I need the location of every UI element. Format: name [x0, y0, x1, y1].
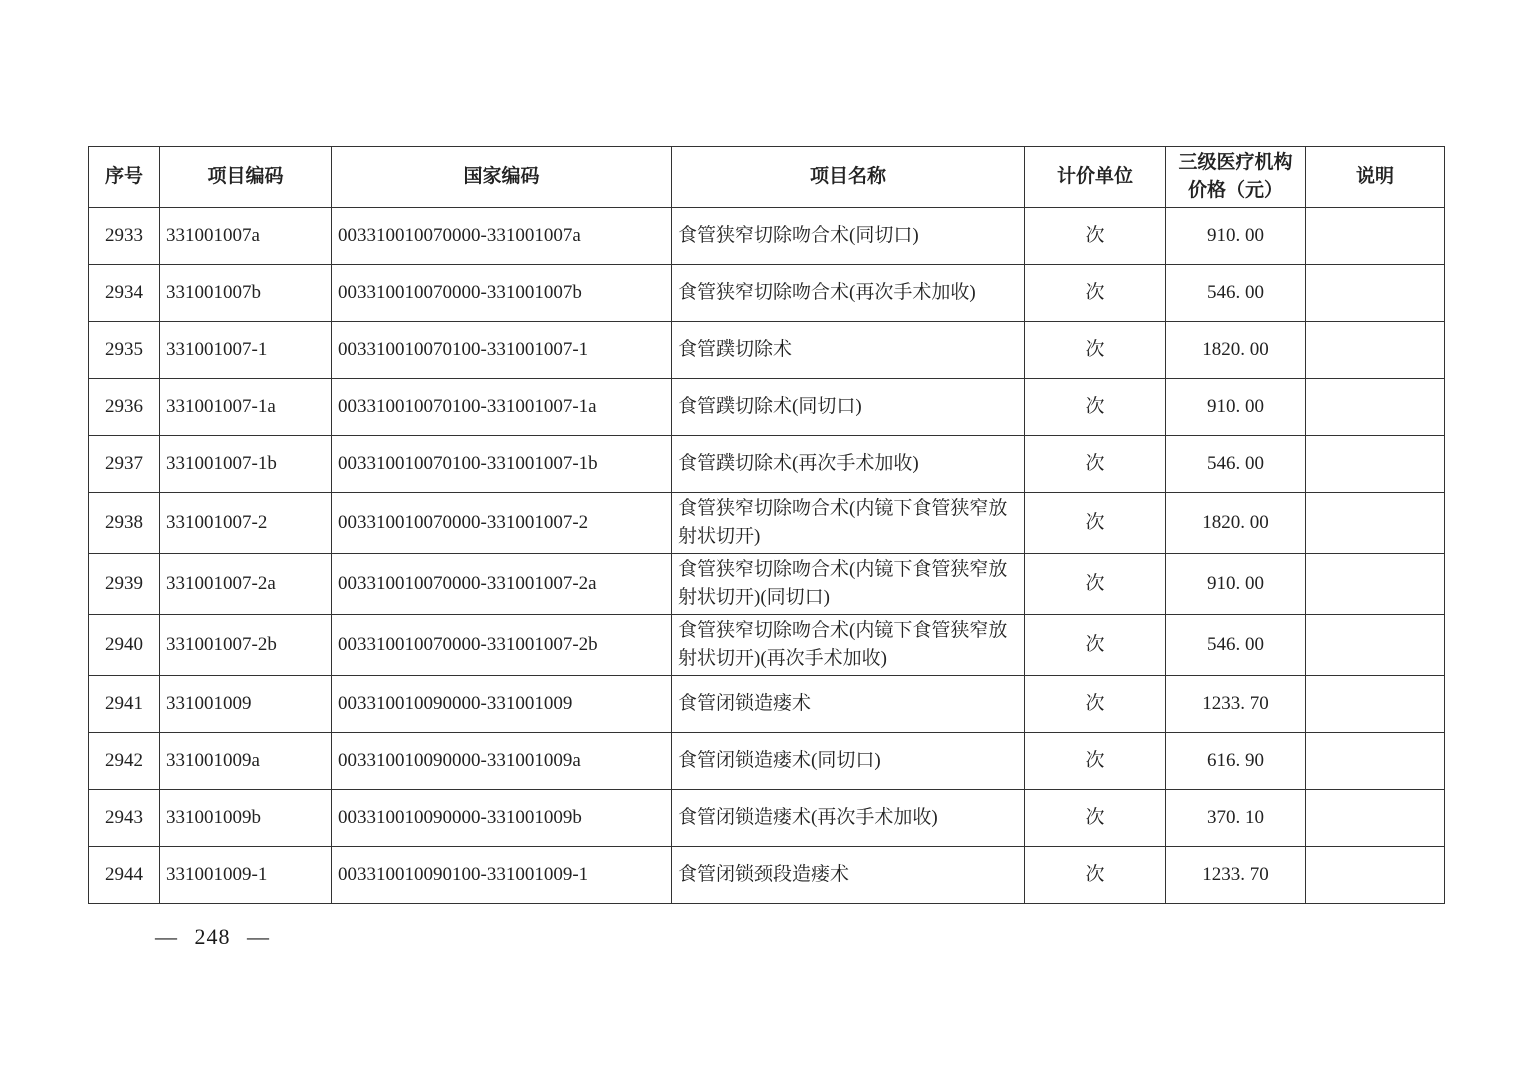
cell-price: 546. 00: [1166, 265, 1306, 322]
cell-seq: 2934: [89, 265, 160, 322]
cell-seq: 2935: [89, 322, 160, 379]
cell-seq: 2941: [89, 676, 160, 733]
cell-national-code: 003310010070000-331001007a: [332, 208, 672, 265]
cell-seq: 2936: [89, 379, 160, 436]
table-row: [89, 847, 1445, 904]
cell-note: [1306, 554, 1445, 615]
cell-item-code: 331001007-2b: [160, 615, 332, 676]
header-unit: 计价单位: [1025, 147, 1166, 208]
cell-seq: 2942: [89, 733, 160, 790]
cell-item-code: 331001007-1a: [160, 379, 332, 436]
cell-unit: 次: [1025, 733, 1166, 790]
cell-note: [1306, 676, 1445, 733]
page-number: — 248 —: [155, 924, 270, 949]
cell-national-code: 003310010090000-331001009a: [332, 733, 672, 790]
table-row: [89, 436, 1445, 493]
cell-national-code: 003310010070100-331001007-1: [332, 322, 672, 379]
cell-unit: 次: [1025, 676, 1166, 733]
cell-seq: 2944: [89, 847, 160, 904]
cell-item-name: 食管狭窄切除吻合术(同切口): [672, 208, 1025, 265]
cell-note: [1306, 615, 1445, 676]
cell-note: [1306, 379, 1445, 436]
cell-unit: 次: [1025, 436, 1166, 493]
header-tier3-price: [1166, 147, 1306, 208]
header-tier3-price-line2: 价格（元）: [1187, 180, 1283, 201]
cell-seq: 2939: [89, 554, 160, 615]
cell-item-code: 331001009a: [160, 733, 332, 790]
table-body: [89, 208, 1445, 904]
price-table-container: [88, 146, 1444, 904]
cell-note: [1306, 493, 1445, 554]
cell-note: [1306, 322, 1445, 379]
cell-seq: 2940: [89, 615, 160, 676]
cell-unit: 次: [1025, 847, 1166, 904]
cell-note: [1306, 790, 1445, 847]
cell-national-code: 003310010070000-331001007-2a: [332, 554, 672, 615]
cell-item-name: 食管闭锁颈段造瘘术: [672, 847, 1025, 904]
header-note: 说明: [1306, 147, 1445, 208]
header-seq: 序号: [89, 147, 160, 208]
table-row: [89, 554, 1445, 615]
cell-item-name: 食管蹼切除术(再次手术加收): [672, 436, 1025, 493]
cell-price: 546. 00: [1166, 615, 1306, 676]
cell-note: [1306, 847, 1445, 904]
cell-item-code: 331001007-1b: [160, 436, 332, 493]
header-item-code: 项目编码: [160, 147, 332, 208]
table-header-row: [89, 147, 1445, 208]
table-row: [89, 493, 1445, 554]
cell-note: [1306, 208, 1445, 265]
cell-item-name: 食管狭窄切除吻合术(内镜下食管狭窄放射状切开)(同切口): [672, 554, 1025, 615]
cell-price: 370. 10: [1166, 790, 1306, 847]
cell-note: [1306, 265, 1445, 322]
price-table: [88, 146, 1445, 904]
cell-unit: 次: [1025, 493, 1166, 554]
cell-item-code: 331001009b: [160, 790, 332, 847]
table-row: [89, 733, 1445, 790]
table-row: [89, 322, 1445, 379]
cell-national-code: 003310010090000-331001009: [332, 676, 672, 733]
table-row: [89, 265, 1445, 322]
cell-item-code: 331001007-1: [160, 322, 332, 379]
cell-item-code: 331001007a: [160, 208, 332, 265]
header-tier3-price-line1: 三级医疗机构: [1178, 152, 1293, 173]
table-row: [89, 676, 1445, 733]
cell-item-name: 食管蹼切除术(同切口): [672, 379, 1025, 436]
cell-price: 1233. 70: [1166, 676, 1306, 733]
cell-unit: 次: [1025, 554, 1166, 615]
table-row: [89, 615, 1445, 676]
cell-item-code: 331001009-1: [160, 847, 332, 904]
cell-price: 1233. 70: [1166, 847, 1306, 904]
cell-item-code: 331001007-2a: [160, 554, 332, 615]
cell-item-name: 食管闭锁造瘘术(再次手术加收): [672, 790, 1025, 847]
cell-price: 546. 00: [1166, 436, 1306, 493]
cell-unit: 次: [1025, 615, 1166, 676]
table-row: [89, 790, 1445, 847]
cell-item-code: 331001009: [160, 676, 332, 733]
cell-unit: 次: [1025, 322, 1166, 379]
cell-item-code: 331001007b: [160, 265, 332, 322]
header-national-code: 国家编码: [332, 147, 672, 208]
cell-item-name: 食管狭窄切除吻合术(再次手术加收): [672, 265, 1025, 322]
cell-national-code: 003310010070000-331001007-2: [332, 493, 672, 554]
cell-price: 910. 00: [1166, 208, 1306, 265]
cell-national-code: 003310010070000-331001007b: [332, 265, 672, 322]
cell-unit: 次: [1025, 208, 1166, 265]
cell-seq: 2933: [89, 208, 160, 265]
cell-note: [1306, 436, 1445, 493]
cell-price: 1820. 00: [1166, 493, 1306, 554]
cell-item-name: 食管闭锁造瘘术(同切口): [672, 733, 1025, 790]
cell-price: 616. 90: [1166, 733, 1306, 790]
cell-national-code: 003310010070000-331001007-2b: [332, 615, 672, 676]
cell-item-name: 食管狭窄切除吻合术(内镜下食管狭窄放射状切开): [672, 493, 1025, 554]
cell-item-code: 331001007-2: [160, 493, 332, 554]
cell-national-code: 003310010070100-331001007-1a: [332, 379, 672, 436]
cell-national-code: 003310010090000-331001009b: [332, 790, 672, 847]
cell-item-name: 食管狭窄切除吻合术(内镜下食管狭窄放射状切开)(再次手术加收): [672, 615, 1025, 676]
cell-seq: 2943: [89, 790, 160, 847]
header-item-name: 项目名称: [672, 147, 1025, 208]
cell-price: 910. 00: [1166, 379, 1306, 436]
cell-item-name: 食管闭锁造瘘术: [672, 676, 1025, 733]
cell-national-code: 003310010090100-331001009-1: [332, 847, 672, 904]
cell-unit: 次: [1025, 379, 1166, 436]
cell-price: 1820. 00: [1166, 322, 1306, 379]
cell-seq: 2938: [89, 493, 160, 554]
cell-unit: 次: [1025, 790, 1166, 847]
table-row: [89, 208, 1445, 265]
cell-seq: 2937: [89, 436, 160, 493]
cell-national-code: 003310010070100-331001007-1b: [332, 436, 672, 493]
cell-item-name: 食管蹼切除术: [672, 322, 1025, 379]
cell-note: [1306, 733, 1445, 790]
table-row: [89, 379, 1445, 436]
cell-unit: 次: [1025, 265, 1166, 322]
cell-price: 910. 00: [1166, 554, 1306, 615]
